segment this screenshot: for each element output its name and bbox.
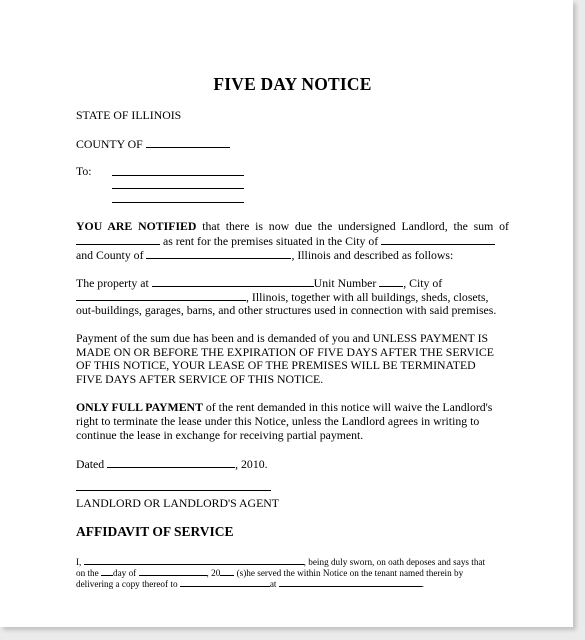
affiant-name-blank[interactable]: [84, 555, 304, 565]
signature-label: LANDLORD OR LANDLORD'S AGENT: [76, 496, 279, 510]
state-label: STATE OF ILLINOIS: [76, 108, 182, 122]
property-line-1: The property at Unit Number , City of: [76, 276, 443, 290]
full-payment-line-1: ONLY FULL PAYMENT of the rent demanded in this notice will waive the Landlord's: [76, 400, 493, 414]
delivered-to-blank[interactable]: [180, 577, 270, 587]
full-payment-bold: ONLY FULL PAYMENT: [76, 400, 203, 414]
payment-line-2: MADE ON OR BEFORE THE EXPIRATION OF FIVE DAYS AFTER THE SERVICE: [76, 345, 494, 359]
rent-sum-blank[interactable]: [76, 233, 160, 245]
property-line-3: out-buildings, garages, barns, and other structures used in connection with said premises.: [76, 303, 497, 317]
payment-line-4: FIVE DAYS AFTER SERVICE OF THIS NOTICE.: [76, 372, 324, 386]
dated-label: Dated: [76, 457, 105, 471]
payment-line-1: Payment of the sum due has been and is demanded of you and UNLESS PAYMENT IS: [76, 331, 489, 345]
affidavit-line-1: I, , being duly sworn, on oath deposes and says that: [76, 557, 486, 567]
document-title: FIVE DAY NOTICE: [213, 74, 372, 94]
service-year-blank[interactable]: [220, 566, 234, 576]
notified-line-1: YOU ARE NOTIFIED that there is now due the undersigned Landlord, the sum of: [76, 219, 509, 233]
county-label: COUNTY OF: [76, 137, 143, 151]
full-payment-line-2: right to terminate the lease under this Notice, unless the Landlord agrees in writing to: [76, 414, 480, 428]
to-blank-3[interactable]: [112, 202, 244, 203]
property-city-blank[interactable]: [76, 289, 246, 301]
property-line-2: , Illinois, together with all buildings, sheds, closets,: [76, 289, 488, 304]
notified-line-2: as rent for the premises situated in the City of: [76, 233, 495, 248]
property-address-blank[interactable]: [152, 275, 314, 287]
service-day-blank[interactable]: [101, 566, 113, 576]
delivery-location-blank[interactable]: [279, 577, 422, 587]
service-month-blank[interactable]: [139, 566, 207, 576]
payment-line-3: OF THIS NOTICE, YOUR LEASE OF THE PREMISES WILL BE TERMINATED: [76, 358, 476, 372]
county-of-blank[interactable]: [146, 247, 291, 259]
full-payment-line-3: continue the lease in exchange for receiving partial payment.: [76, 428, 364, 442]
to-blank-2[interactable]: [112, 188, 244, 189]
to-blank-1[interactable]: [112, 175, 244, 176]
dated-line: Dated , 2010.: [76, 457, 268, 471]
affidavit-heading: AFFIDAVIT OF SERVICE: [76, 524, 234, 539]
affidavit-line-3: delivering a copy thereof to at .: [76, 579, 425, 589]
affidavit-line-2: on the day of , 20 (s)he served the within Notice on the tenant named therein by: [76, 568, 464, 578]
notified-bold: YOU ARE NOTIFIED: [76, 219, 197, 233]
dated-blank[interactable]: [107, 456, 235, 468]
unit-number-blank[interactable]: [379, 275, 403, 287]
county-blank[interactable]: [146, 136, 230, 148]
signature-line[interactable]: [76, 490, 271, 491]
to-label: To:: [76, 164, 92, 178]
county-line: [76, 136, 230, 151]
city-blank[interactable]: [381, 233, 495, 245]
notified-line-3: and County of , Illinois and described as follows:: [76, 248, 454, 262]
